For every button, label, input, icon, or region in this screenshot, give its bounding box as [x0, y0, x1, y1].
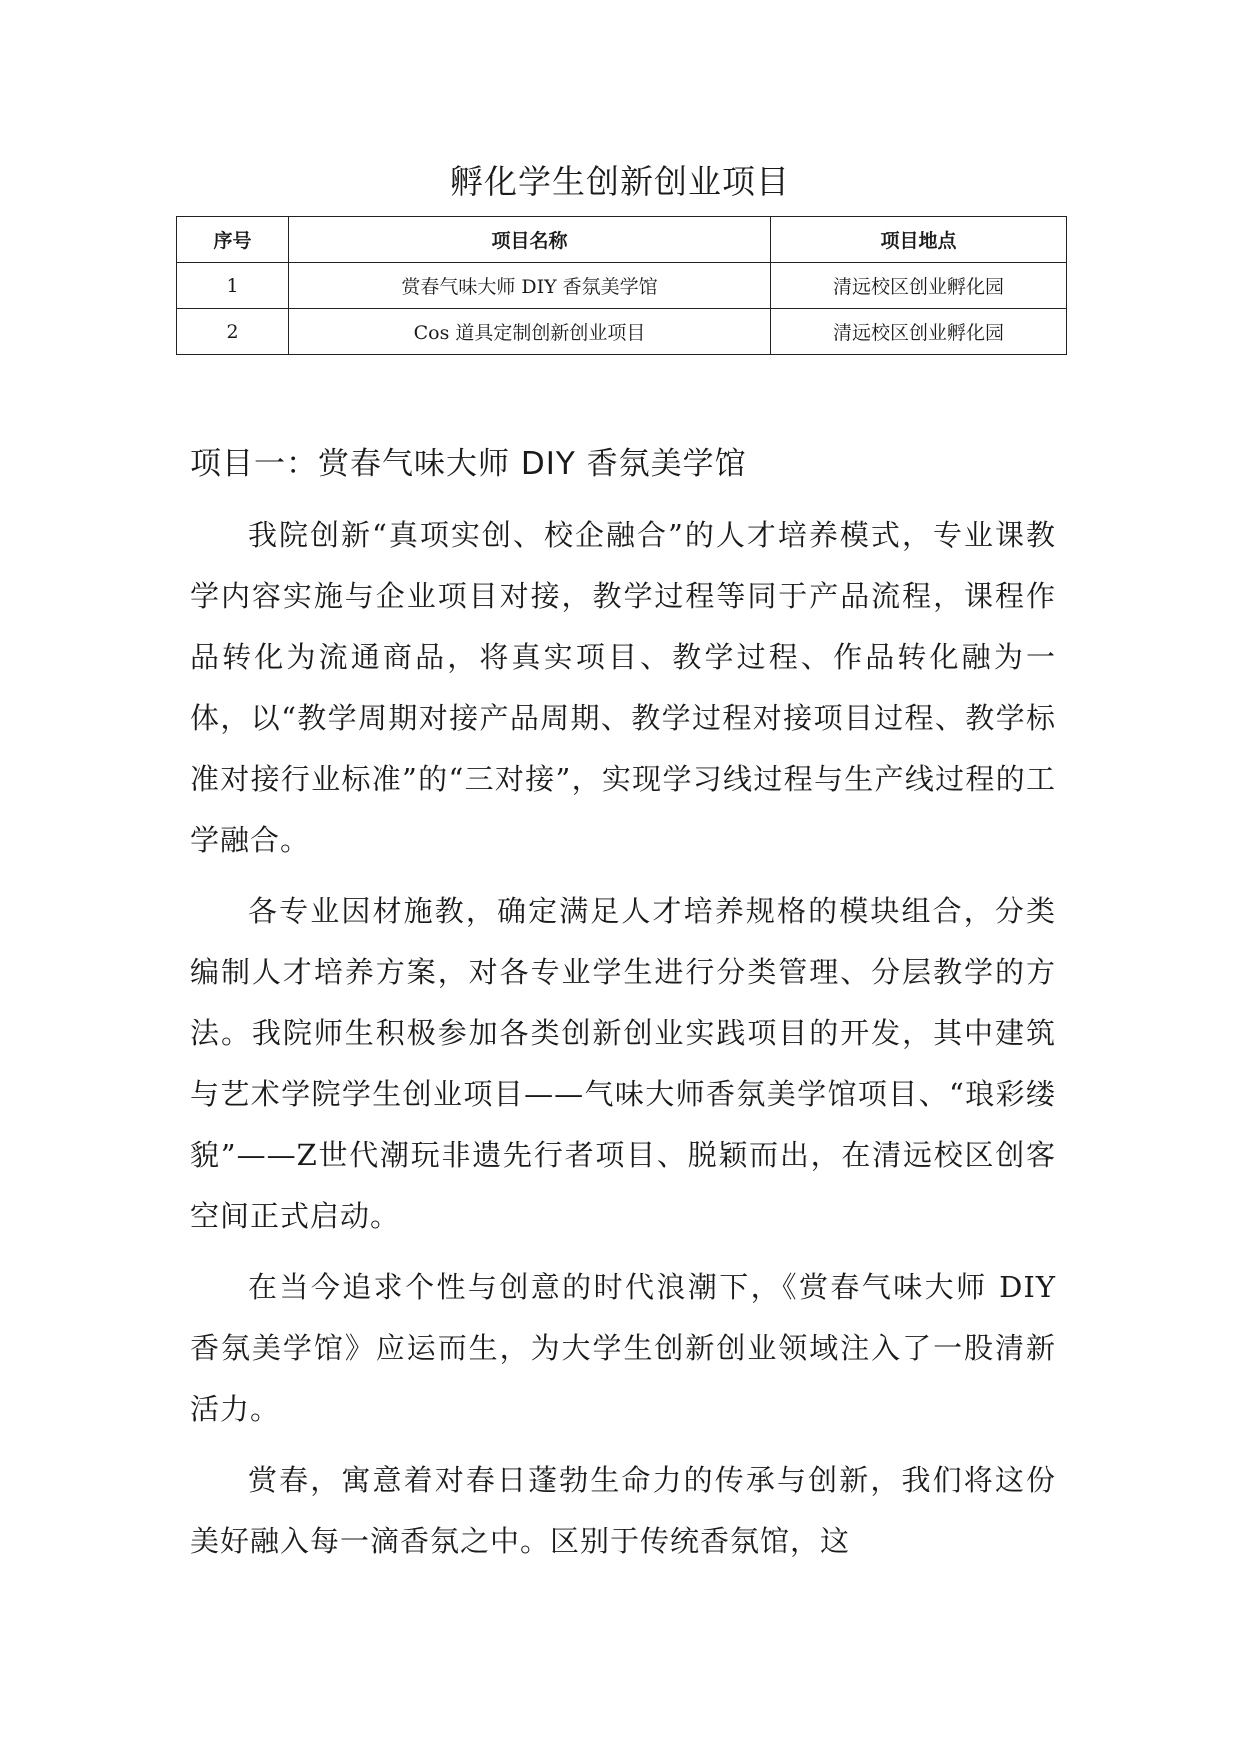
table-header-row — [177, 217, 1067, 263]
row-project-name: Cos 道具定制创新创业项目 — [289, 309, 771, 355]
row-index: 1 — [177, 263, 289, 309]
body-paragraph: 各专业因材施教，确定满足人才培养规格的模块组合，分类编制人才培养方案，对各专业学生进行分类管理、分层教学的方法。我院师生积极参加各类创新创业实践项目的开发，其中建筑与艺术学院学生创业项目——气味大师香氛美学馆项目、“琅彩缕貌”——Z世代潮玩非遗先行者项目、脱颖而出，在清远校区创客空间正式启动。 — [190, 894, 1056, 1233]
row-project-location: 清远校区创业孵化园 — [771, 309, 1067, 355]
body-paragraph: 在当今追求个性与创意的时代浪潮下，《赏春气味大师 DIY 香氛美学馆》应运而生，为大学生创新创业领域注入了一股清新活力。 — [190, 1270, 1056, 1426]
document-title: 孵化学生创新创业项目 — [450, 162, 790, 201]
header-project-location: 项目地点 — [771, 217, 1067, 263]
row-project-location: 清远校区创业孵化园 — [771, 263, 1067, 309]
projects-table — [176, 216, 1067, 355]
body-paragraph: 赏春，寓意着对春日蓬勃生命力的传承与创新，我们将这份美好融入每一滴香氛之中。区别于传统香氛馆，这 — [190, 1463, 1056, 1558]
header-project-name: 项目名称 — [289, 217, 771, 263]
body-paragraph: 我院创新“真项实创、校企融合”的人才培养模式，专业课教学内容实施与企业项目对接，教学过程等同于产品流程，课程作品转化为流通商品，将真实项目、教学过程、作品转化融为一体，以“教学周期对接产品周期、教学过程对接项目过程、教学标准对接行业标准”的“三对接”，实现学习线过程与生产线过程的工学融合。 — [190, 518, 1056, 857]
section-body — [190, 505, 1056, 1582]
row-index: 2 — [177, 309, 289, 355]
section-heading: 项目一：赏春气味大师 DIY 香氛美学馆 — [190, 446, 747, 482]
table-row — [177, 263, 1067, 309]
header-index: 序号 — [177, 217, 289, 263]
row-project-name: 赏春气味大师 DIY 香氛美学馆 — [289, 263, 771, 309]
table-row — [177, 309, 1067, 355]
